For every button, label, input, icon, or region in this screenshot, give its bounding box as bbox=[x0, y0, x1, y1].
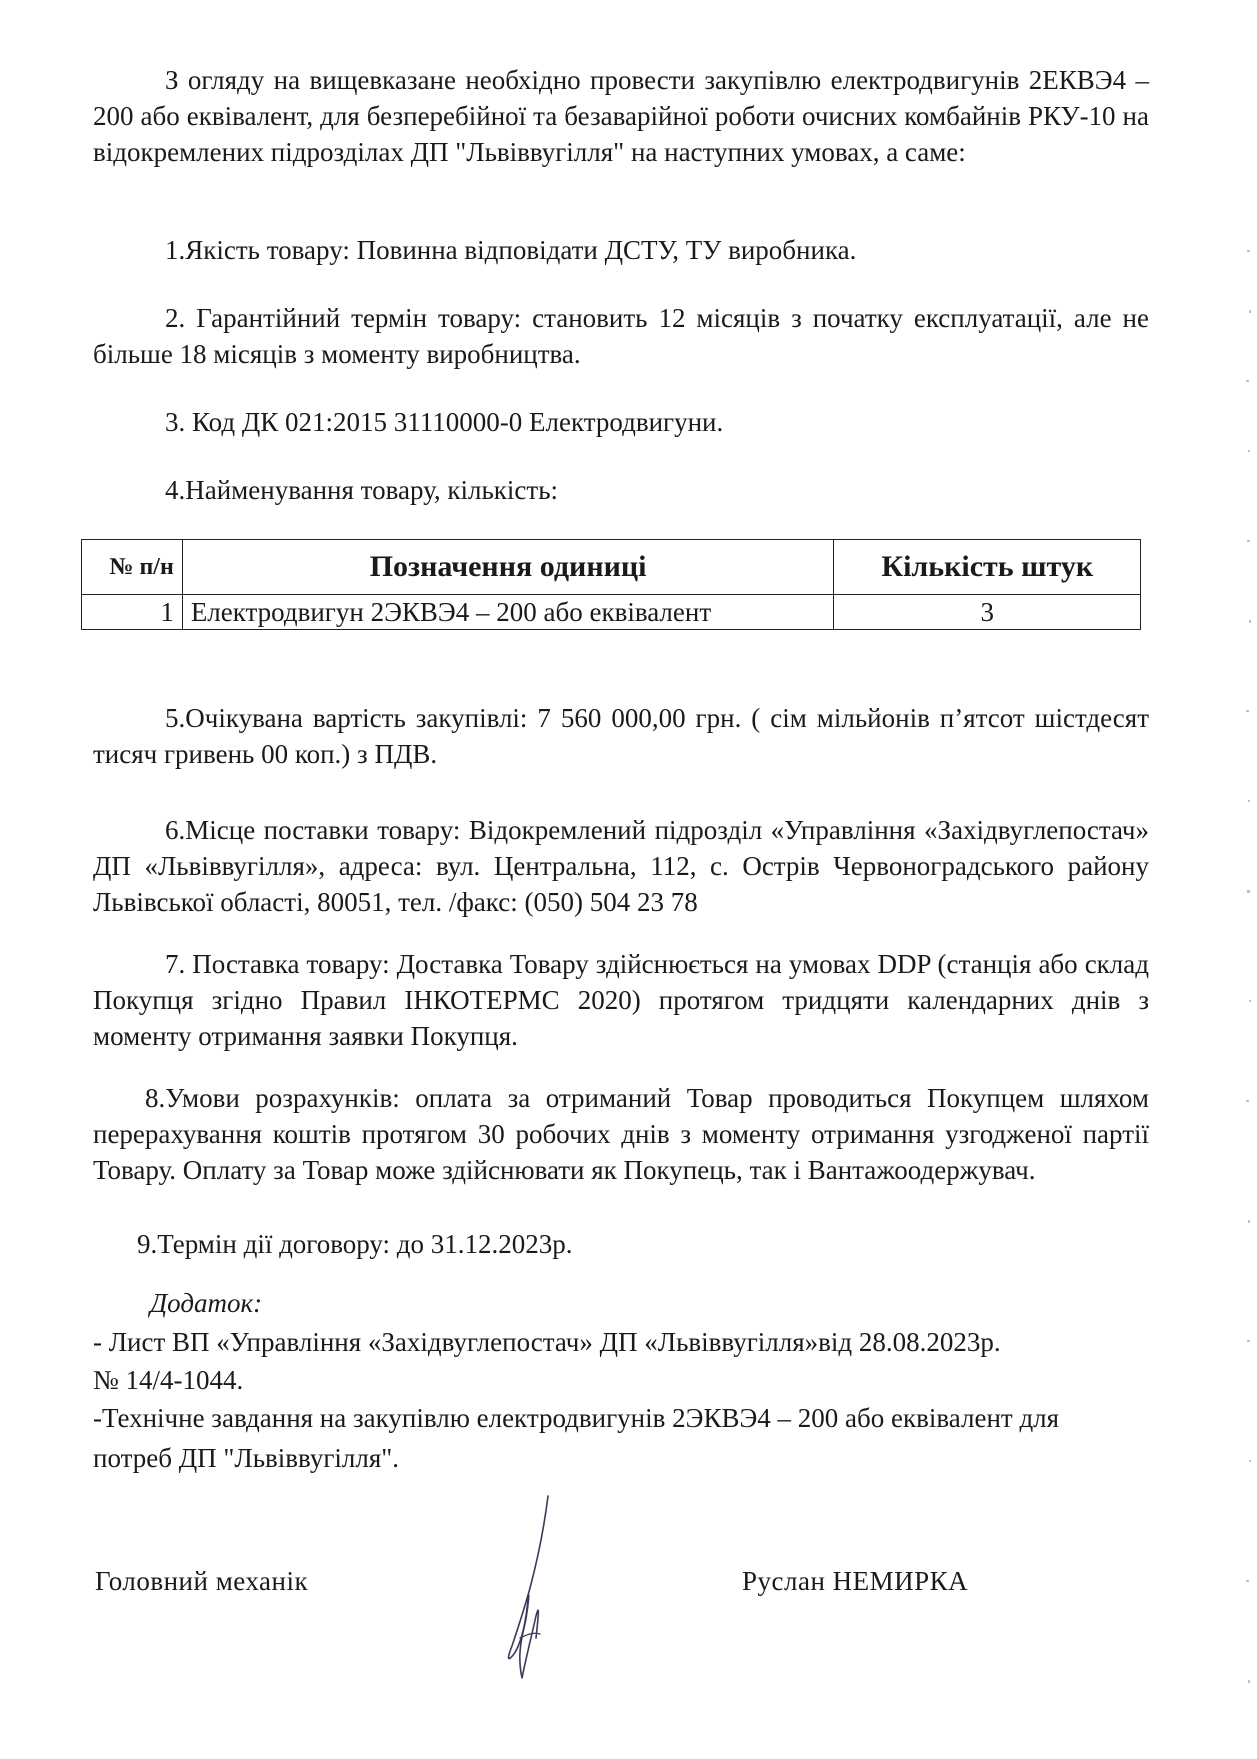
attachments-title: Додаток: bbox=[150, 1288, 263, 1318]
cell-designation: Електродвигун 2ЭКВЭ4 – 200 або еквівалент bbox=[182, 595, 834, 630]
condition-warranty: 2. Гарантійний термін товару: становить 12 місяців з початку експлуатації, але не більше 18 місяців з моменту виробництва. bbox=[93, 303, 1149, 369]
header-designation: Позначення одиниці bbox=[182, 540, 834, 595]
signer-role: Головний механік bbox=[95, 1566, 309, 1596]
attachment-line: - Лист ВП «Управління «Західвуглепостач» ДП «Львіввугілля»від 28.08.2023р. bbox=[93, 1327, 1001, 1357]
attachment-line: № 14/4-1044. bbox=[93, 1365, 244, 1395]
condition-contract-term: 9.Термін дії договору: до 31.12.2023р. bbox=[137, 1229, 573, 1259]
cell-number: 1 bbox=[82, 595, 183, 630]
condition-delivery-place: 6.Місце поставки товару: Відокремлений підрозділ «Управління «Західвуглепостач» ДП «Львіввугілля», адреса: вул. Центральна, 112, с. Острів Червоноградського району Львівської області, 80051, тел. /факс: (050) 504 23 78 bbox=[93, 815, 1149, 917]
attachment-line: -Технічне завдання на закупівлю електродвигунів 2ЭКВЭ4 – 200 або еквівалент для bbox=[93, 1403, 1060, 1433]
condition-dk-code: 3. Код ДК 021:2015 31110000-0 Електродвигуни. bbox=[165, 407, 724, 437]
items-table bbox=[81, 539, 1141, 630]
signer-name: Руслан НЕМИРКА bbox=[742, 1566, 969, 1596]
header-quantity: Кількість штук bbox=[834, 540, 1141, 595]
condition-payment-terms: 8.Умови розрахунків: оплата за отриманий Товар проводиться Покупцем шляхом перерахування коштів протягом 30 робочих днів з моменту отримання узгодженої партії Товару. Оплату за Товар може здійснювати як Покупець, так і Вантажоодержувач. bbox=[93, 1083, 1149, 1185]
condition-quality: 1.Якість товару: Повинна відповідати ДСТУ, ТУ виробника. bbox=[165, 235, 857, 265]
header-number: № п/н bbox=[82, 540, 183, 595]
condition-items-heading: 4.Найменування товару, кількість: bbox=[165, 475, 559, 505]
cell-quantity: 3 bbox=[834, 595, 1141, 630]
condition-delivery-terms: 7. Поставка товару: Доставка Товару здійснюється на умовах DDP (станція або склад Покупця згідно Правил ІНКОТЕРМС 2020) протягом тридцяти календарних днів з моменту отримання заявки Покупця. bbox=[93, 949, 1149, 1051]
intro-paragraph: З огляду на вищевказане необхідно провести закупівлю електродвигунів 2ЕКВЭ4 – 200 або еквівалент, для безперебійної та безаварійної роботи очисних комбайнів РКУ-10 на відокремлених підрозділах ДП "Львіввугілля" на наступних умовах, а саме: bbox=[93, 65, 1149, 167]
table-header-row bbox=[82, 540, 1141, 595]
condition-expected-cost: 5.Очікувана вартість закупівлі: 7 560 000,00 грн. ( сім мільйонів п’ятсот шістдесят тисяч гривень 00 коп.) з ПДВ. bbox=[93, 703, 1149, 769]
handwritten-signature bbox=[478, 1488, 588, 1688]
table-row bbox=[82, 595, 1141, 630]
scan-edge-noise bbox=[1241, 240, 1257, 1740]
attachment-line: потреб ДП "Львіввугілля". bbox=[93, 1443, 400, 1473]
